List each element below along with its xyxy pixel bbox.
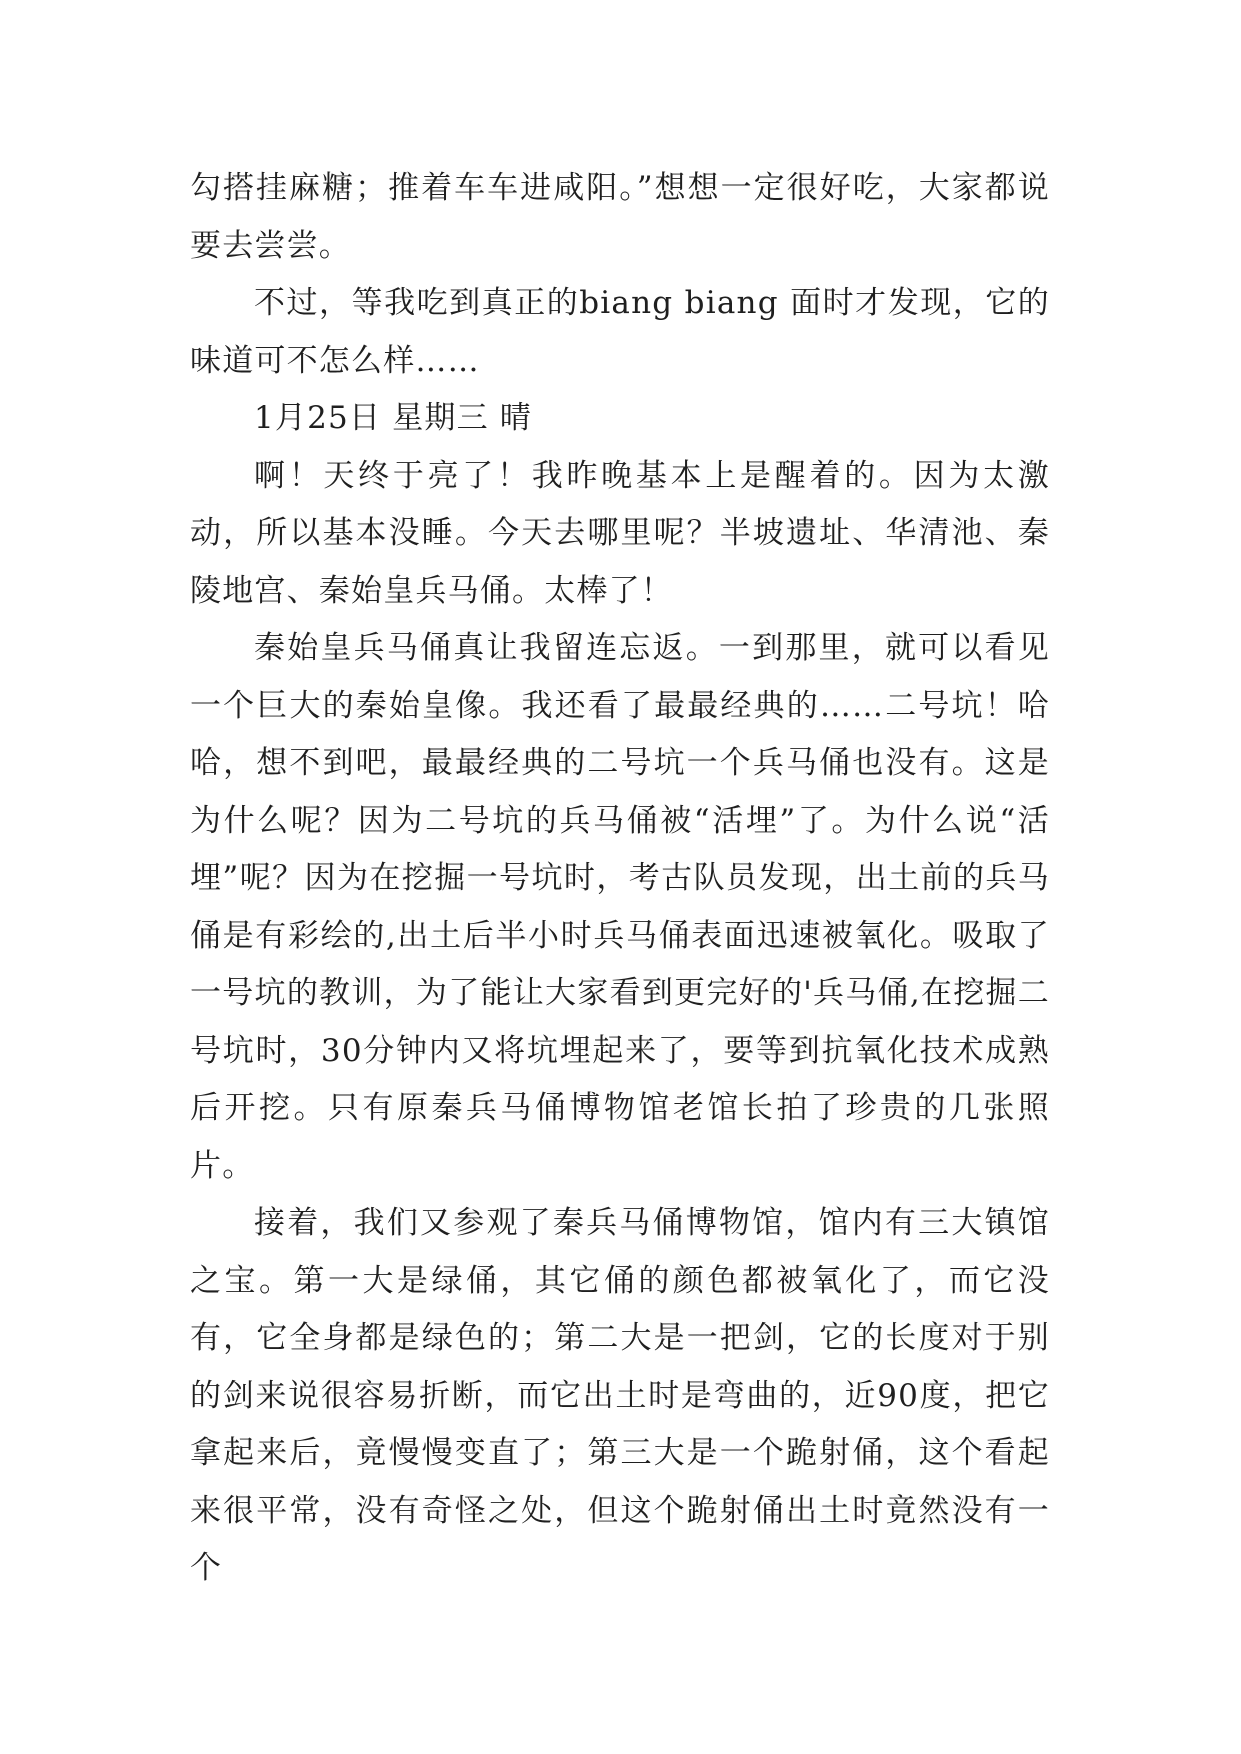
paragraph-1: 勾搭挂麻糖；推着车车进咸阳。”想想一定很好吃，大家都说要去尝尝。 <box>190 170 1050 264</box>
diary-date-heading: 1月25日 星期三 晴 <box>254 400 533 436</box>
document-body <box>190 160 1050 1598</box>
paragraph-2: 不过，等我吃到真正的biang biang 面时才发现，它的味道可不怎么样…… <box>190 285 1050 379</box>
paragraph-5: 秦始皇兵马俑真让我留连忘返。一到那里，就可以看见一个巨大的秦始皇像。我还看了最最经典的……二号坑！哈哈，想不到吧，最最经典的二号坑一个兵马俑也没有。这是为什么呢？因为二号坑的兵马俑被“活埋”了。为什么说“活埋”呢？因为在挖掘一号坑时，考古队员发现，出土前的兵马俑是有彩绘的,出土后半小时兵马俑表面迅速被氧化。吸取了一号坑的教训，为了能让大家看到更完好的'兵马俑,在挖掘二号坑时，30分钟内又将坑埋起来了，要等到抗氧化技术成熟后开挖。只有原秦兵马俑博物馆老馆长拍了珍贵的几张照片。 <box>190 630 1050 1184</box>
paragraph-4: 啊！天终于亮了！我昨晚基本上是醒着的。因为太激动，所以基本没睡。今天去哪里呢？半坡遗址、华清池、秦陵地宫、秦始皇兵马俑。太棒了！ <box>190 457 1050 609</box>
paragraph-6: 接着，我们又参观了秦兵马俑博物馆，馆内有三大镇馆之宝。第一大是绿俑，其它俑的颜色都被氧化了，而它没有，它全身都是绿色的；第二大是一把剑，它的长度对于别的剑来说很容易折断，而它出土时是弯曲的，近90度，把它拿起来后，竟慢慢变直了；第三大是一个跪射俑，这个看起来很平常，没有奇怪之处，但这个跪射俑出土时竟然没有一个 <box>190 1205 1050 1586</box>
